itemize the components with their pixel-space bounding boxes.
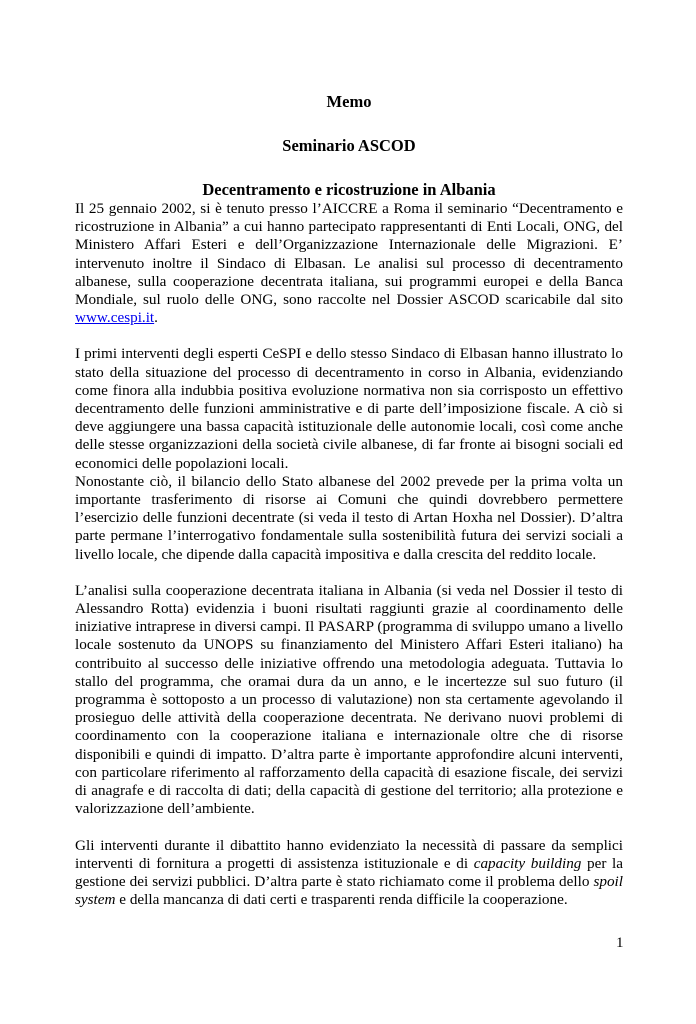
paragraph-intro-text: Il 25 gennaio 2002, si è tenuto presso l’AICCRE a Roma il seminario “Decentramento e ricostruzione in Albania” a cui hanno partecipato rappresentanti di Enti Locali, ONG, del Ministero Affari Esteri e dell’Organizzazione Internazionale delle Migrazioni. E’ intervenuto inoltre il Sindaco di Elbasan. Le analisi sul processo di decentramento albanese, sulla cooperazione decentrata italiana, sui programmi europei e della Banca Mondiale, sul ruolo delle ONG, sono raccolte nel Dossier ASCOD scaricabile dal sito [75, 200, 623, 309]
memo-subtitle: Seminario ASCOD [282, 136, 416, 155]
memo-page [75, 92, 623, 909]
paragraph-intro [75, 200, 623, 327]
paragraph-italian-cooperation: L’analisi sulla cooperazione decentrata italiana in Albania (si veda nel Dossier il testo di Alessandro Rotta) evidenzia i buoni risultati raggiunti grazie al coordinamento delle iniziative intraprese in diversi campi. Il PASARP (programma di sviluppo umano a livello locale sostenuto da UNOPS su finanziamento del Ministero Affari Esteri italiano) ha contribuito al successo delle iniziative offrendo una metodologia adeguata. Tuttavia lo stallo del programma, che oramai dura da un anno, e le incertezze sul suo futuro (il programma è sottoposto a un processo di valutazione) non sta certamente agevolando il prosieguo delle attività della cooperazione decentrata. Ne derivano nuovi problemi di coordinamento con la cooperazione italiana e internazionale oltre che di risorse disponibili e quindi di impatto. D’altra parte è importante approfondire alcuni interventi, con particolare riferimento al rafforzamento della capacità di esazione fiscale, dei servizi di anagrafe e di raccolta di dati; della capacità di gestione del territorio; alla protezione e valorizzazione dell’ambiente. [75, 581, 623, 818]
paragraph-debate-text-b: per la gestione dei servizi pubblici. D’altra parte è stato richiamato come il problema dello [75, 854, 624, 890]
cespi-link[interactable]: www.cespi.it [75, 309, 155, 327]
memo-heading: Decentramento e ricostruzione in Albania [202, 180, 496, 199]
memo-title: Memo [326, 92, 372, 111]
paragraph-debate-text-c: e della mancanza di dati certi e trasparenti renda difficile la cooperazione. [115, 891, 568, 909]
paragraph-debate-text-a: Gli interventi durante il dibattito hanno evidenziato la necessità di passare da semplici interventi di fornitura a progetti di assistenza istituzionale e di [75, 836, 623, 872]
paragraph-budget: Nonostante ciò, il bilancio dello Stato albanese del 2002 prevede per la prima volta un importante trasferimento di risorse ai Comuni che quindi dovrebbero permettere l’esercizio delle funzioni decentrate (si veda il testo di Artan Hoxha nel Dossier). D’altra parte permane l’interrogativo fondamentale sulla sostenibilità futura dei servizi sociali a livello locale, che dipende dalla capacità impositiva e dalla crescita del reddito locale. [75, 472, 623, 563]
paragraph-first-interventions: I primi interventi degli esperti CeSPI e dello stesso Sindaco di Elbasan hanno illustrato lo stato della situazione del processo di decentramento in corso in Albania, evidenziando come finora alla indubbia positiva evoluzione normativa non sia corrisposto un effettivo decentramento delle funzioni amministrative e di parte dell’imposizione fiscale. A ciò si deve aggiungere una bassa capacità istituzionale delle autonomie locali, così come anche delle stesse organizzazioni della società civile albanese, di far fronte ai bisogni sociali ed economici delle popolazioni locali. [75, 345, 623, 472]
capacity-building-term: capacity building [473, 854, 582, 872]
paragraph-intro-end: . [154, 309, 158, 327]
paragraph-debate [75, 837, 623, 910]
page-number: 1 [616, 935, 624, 951]
spoil-system-term: spoil system [75, 872, 623, 909]
